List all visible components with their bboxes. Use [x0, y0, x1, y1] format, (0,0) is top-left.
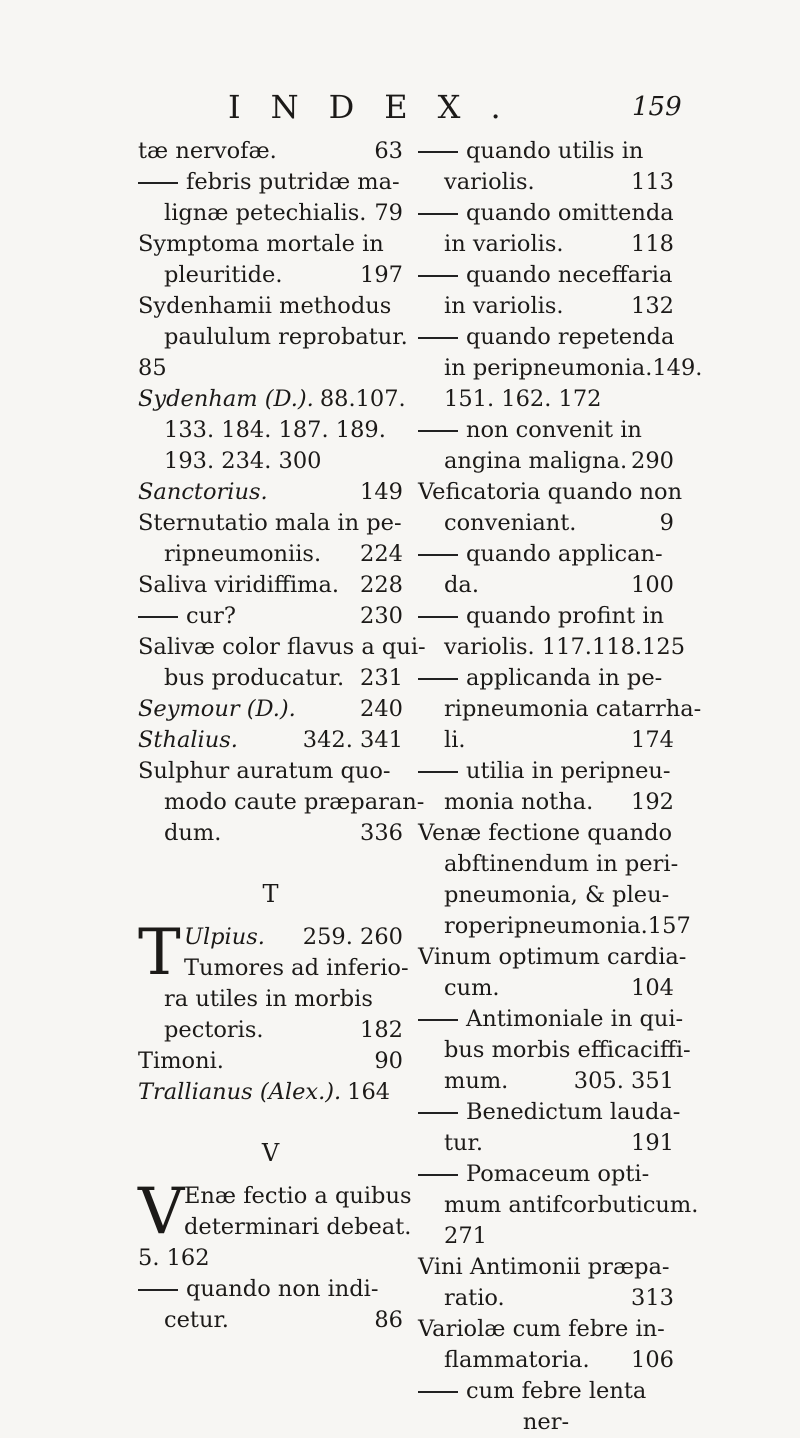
entry-text: quando repetenda: [466, 324, 675, 350]
entry-text: da.: [444, 572, 479, 598]
entry-text: 193. 234. 300: [164, 448, 322, 474]
index-entry: [138, 1212, 412, 1243]
entry-text: in variolis.: [444, 293, 564, 319]
index-entry: [138, 953, 409, 984]
page-reference: 104: [631, 975, 674, 1001]
repeat-dash: [418, 213, 458, 215]
entry-text: 271: [444, 1223, 487, 1249]
entry-text: cum febre lenta: [466, 1378, 647, 1404]
page-reference: 240: [360, 696, 403, 722]
catchword: [418, 1407, 674, 1438]
entry-text: angina maligna.: [444, 448, 628, 474]
entry-text: bus producatur.: [164, 665, 345, 691]
page-reference: 197: [360, 262, 403, 288]
entry-text: cur?: [186, 603, 236, 629]
entry-text: variolis.: [444, 169, 535, 195]
entry-text: 5. 162: [138, 1245, 210, 1271]
repeat-dash: [418, 554, 458, 556]
index-entry: [138, 539, 403, 570]
entry-text: quando non indi-: [186, 1276, 379, 1302]
page-reference: 118: [631, 231, 674, 257]
entry-text: tur.: [444, 1130, 483, 1156]
page-reference: 79: [374, 200, 403, 226]
entry-text: applicanda in pe-: [466, 665, 663, 691]
index-entry: [418, 663, 674, 694]
entry-text: li.: [444, 727, 466, 753]
entry-text: ra utiles in morbis: [164, 986, 373, 1012]
page-reference: 313: [631, 1285, 674, 1311]
index-entry: [418, 1066, 674, 1097]
entry-text: in peripneumonia.149.: [444, 355, 703, 381]
index-entry: [138, 260, 403, 291]
entry-text: conveniant.: [444, 510, 577, 536]
entry-text: lignæ petechialis.: [164, 200, 367, 226]
page-reference: 106: [631, 1347, 674, 1373]
page-reference: 86: [374, 1307, 403, 1333]
index-entry: [138, 632, 426, 663]
repeat-dash: [418, 1019, 458, 1021]
drop-capital: V: [138, 1175, 185, 1249]
index-entry: [418, 880, 674, 911]
index-entry: [138, 1015, 403, 1046]
index-entry: [138, 322, 408, 353]
page-reference: 192: [631, 789, 674, 815]
index-entry: [418, 1190, 699, 1221]
entry-text: Sternutatio mala in pe-: [138, 510, 402, 536]
index-entry: [418, 477, 683, 508]
entry-text: Venæ fectione quando: [418, 820, 673, 846]
index-entry: [418, 260, 674, 291]
index-entry: [418, 911, 691, 942]
page-reference: 191: [631, 1130, 674, 1156]
index-entry: [418, 167, 674, 198]
entry-text: in variolis.: [444, 231, 564, 257]
repeat-dash: [138, 182, 178, 184]
entry-text: Sulphur auratum quo-: [138, 758, 391, 784]
index-entry: [418, 384, 674, 415]
entry-text: roperipneumonia.157: [444, 913, 691, 939]
index-entry: [418, 446, 674, 477]
page-reference: 182: [360, 1017, 403, 1043]
section-letter: V: [261, 1139, 280, 1167]
entry-text: Enæ fectio a quibus: [184, 1183, 412, 1209]
repeat-dash: [138, 1289, 178, 1291]
index-entry: [138, 756, 403, 787]
entry-text: determinari debeat.: [184, 1214, 412, 1240]
index-entry: [418, 1221, 674, 1252]
index-entry: [138, 984, 403, 1015]
entry-text: Tumores ad inferio-: [184, 955, 409, 981]
index-entry: [418, 1283, 674, 1314]
index-entry: [418, 539, 674, 570]
entry-text: Vini Antimonii præpa-: [418, 1254, 670, 1280]
entry-text: febris putridæ ma-: [186, 169, 400, 195]
index-entry: [138, 291, 403, 322]
index-entry: [418, 570, 674, 601]
entry-text: 151. 162. 172: [444, 386, 602, 412]
page-reference: 164: [347, 1079, 391, 1105]
drop-capital: T: [138, 916, 181, 990]
index-entry: [138, 508, 403, 539]
index-entry: [418, 1159, 674, 1190]
index-entry: [418, 1252, 674, 1283]
repeat-dash: [418, 616, 458, 618]
index-entry: [138, 694, 403, 725]
entry-text: bus morbis efficaciffi-: [444, 1037, 691, 1063]
entry-text: Variolæ cum febre in-: [418, 1316, 665, 1342]
index-entry: [418, 756, 674, 787]
index-entry: [418, 818, 674, 849]
page-reference: 231: [360, 665, 403, 691]
page-reference: 88.107.: [319, 386, 406, 412]
entry-text: Vinum optimum cardia-: [418, 944, 687, 970]
page-reference: 149: [360, 479, 403, 505]
index-entry: [418, 694, 702, 725]
entry-text: paululum reprobatur.: [164, 324, 408, 350]
index-entry: [418, 942, 687, 973]
index-entry: [138, 446, 403, 477]
entry-text: Benedictum lauda-: [466, 1099, 681, 1125]
index-entry: [418, 1376, 674, 1407]
page-header: [0, 88, 800, 128]
repeat-dash: [418, 275, 458, 277]
index-entry: [418, 415, 674, 446]
page-reference: 259. 260: [302, 924, 403, 950]
index-entry: [418, 322, 674, 353]
entry-text: Sanctorius.: [138, 479, 268, 505]
entry-text: Sydenhamii methodus: [138, 293, 392, 319]
index-entry: [418, 849, 679, 880]
index-entry: [418, 601, 674, 632]
index-entry: [418, 353, 703, 384]
entry-text: Salivæ color flavus a qui-: [138, 634, 426, 660]
index-entry: [138, 570, 403, 601]
index-entry: [138, 415, 403, 446]
entry-text: dum.: [164, 820, 222, 846]
entry-text: monia notha.: [444, 789, 594, 815]
page-reference: 100: [631, 572, 674, 598]
page-reference: 290: [631, 448, 674, 474]
repeat-dash: [138, 616, 178, 618]
index-entry: [418, 1097, 681, 1128]
index-entry: [138, 384, 406, 415]
index-entry: [138, 663, 403, 694]
entry-text: Antimoniale in qui-: [466, 1006, 684, 1032]
entry-text: mum antifcorbuticum.: [444, 1192, 699, 1218]
entry-text: pneumonia, & pleu-: [444, 882, 670, 908]
entry-text: quando omittenda: [466, 200, 674, 226]
entry-text: Timoni.: [138, 1048, 224, 1074]
entry-text: Veficatoria quando non: [418, 479, 683, 505]
repeat-dash: [418, 151, 458, 153]
index-entry: [418, 229, 674, 260]
entry-text: cum.: [444, 975, 500, 1001]
entry-text: Seymour (D.).: [138, 696, 296, 722]
page-reference: 174: [631, 727, 674, 753]
repeat-dash: [418, 1174, 458, 1176]
page-reference: 228: [360, 572, 403, 598]
entry-text: Ulpius.: [184, 924, 265, 950]
entry-text: utilia in peripneu-: [466, 758, 671, 784]
repeat-dash: [418, 771, 458, 773]
page-reference: 90: [374, 1048, 403, 1074]
entry-text: ripneumoniis.: [164, 541, 322, 567]
entry-text: quando neceffaria: [466, 262, 673, 288]
index-entry: [418, 725, 674, 756]
entry-text: Symptoma mortale in: [138, 231, 384, 257]
right-column: [418, 136, 703, 1438]
index-entry: [418, 1345, 674, 1376]
index-entry: [418, 198, 674, 229]
page-reference: 132: [631, 293, 674, 319]
page-reference: 230: [360, 603, 403, 629]
entry-text: ner-: [522, 1409, 570, 1435]
index-entry: [138, 787, 425, 818]
index-entry: [418, 632, 686, 663]
index-entry: [138, 477, 403, 508]
entry-text: Trallianus (Alex.).: [138, 1079, 342, 1105]
index-entry: [138, 229, 403, 260]
entry-text: quando utilis in: [466, 138, 644, 164]
entry-text: ratio.: [444, 1285, 505, 1311]
entry-text: tæ nervofæ.: [138, 138, 277, 164]
index-entry: [418, 1128, 674, 1159]
page-reference: 336: [360, 820, 403, 846]
page-reference: 63: [374, 138, 403, 164]
entry-text: ripneumonia catarrha-: [444, 696, 702, 722]
repeat-dash: [418, 1391, 458, 1393]
index-title: INDEX.: [228, 88, 531, 126]
repeat-dash: [418, 678, 458, 680]
entry-text: pectoris.: [164, 1017, 264, 1043]
entry-text: non convenit in: [466, 417, 642, 443]
entry-text: Sydenham (D.).: [138, 386, 314, 412]
repeat-dash: [418, 337, 458, 339]
index-entry: [418, 1035, 691, 1066]
page-reference: 342. 341: [302, 727, 403, 753]
index-entry: [418, 136, 674, 167]
repeat-dash: [418, 1112, 458, 1114]
index-entry: [138, 1243, 403, 1274]
entry-text: cetur.: [164, 1307, 229, 1333]
entry-text: mum.: [444, 1068, 509, 1094]
index-entry: [418, 1004, 684, 1035]
index-entry: [138, 353, 403, 384]
page-reference: 9: [659, 510, 674, 536]
index-entry: [138, 1077, 403, 1108]
entry-text: quando applican-: [466, 541, 663, 567]
entry-text: abftinendum in peri-: [444, 851, 679, 877]
entry-text: variolis. 117.118.125: [444, 634, 686, 660]
index-entry: [138, 1046, 403, 1077]
left-column: [138, 136, 426, 1336]
index-entry: [138, 818, 403, 849]
entry-text: Pomaceum opti-: [466, 1161, 650, 1187]
section-letter: T: [262, 880, 279, 908]
index-entry: [138, 725, 403, 756]
page-reference: 224: [360, 541, 403, 567]
entry-text: modo caute præparan-: [164, 789, 425, 815]
index-entry: [138, 167, 403, 198]
entry-text: flammatoria.: [444, 1347, 590, 1373]
page-reference: 305. 351: [573, 1068, 674, 1094]
entry-text: pleuritide.: [164, 262, 283, 288]
entry-text: 85: [138, 355, 167, 381]
index-entry: [138, 198, 403, 229]
index-entry: [418, 787, 674, 818]
index-entry: [418, 291, 674, 322]
repeat-dash: [418, 430, 458, 432]
index-entry: [418, 508, 674, 539]
index-entry: [138, 136, 403, 167]
entry-text: Saliva viridiffima.: [138, 572, 340, 598]
entry-text: quando profint in: [466, 603, 664, 629]
index-entry: [418, 1314, 674, 1345]
index-entry: [418, 973, 674, 1004]
page-number: 159: [632, 92, 682, 122]
page-reference: 113: [631, 169, 674, 195]
entry-text: 133. 184. 187. 189.: [164, 417, 386, 443]
index-entry: [138, 1274, 403, 1305]
entry-text: Sthalius.: [138, 727, 238, 753]
index-entry: [138, 601, 403, 632]
index-entry: [138, 1305, 403, 1336]
